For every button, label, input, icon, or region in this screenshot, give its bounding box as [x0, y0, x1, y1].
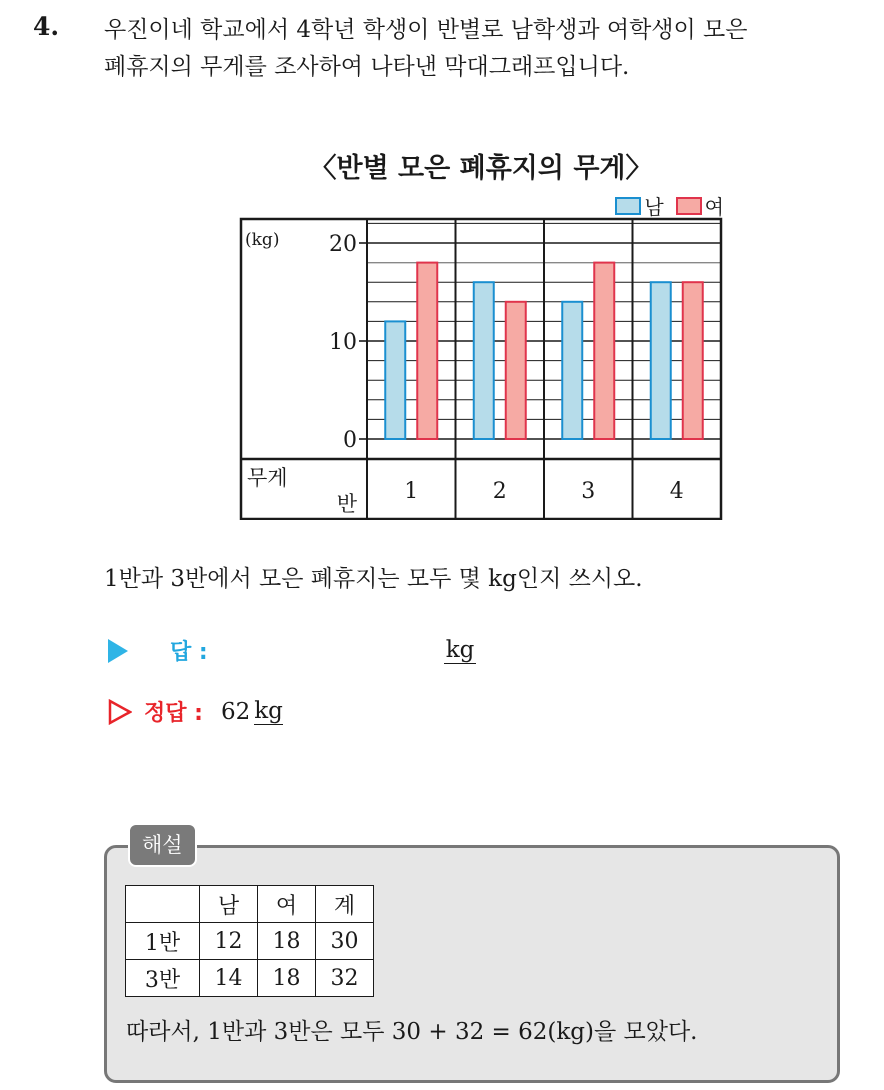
answer-label: 답 : — [170, 640, 208, 665]
chart-title: 〈반별 모은 폐휴지의 무게〉 — [309, 153, 653, 184]
table-row — [126, 923, 374, 960]
answer-row — [108, 635, 476, 666]
question-line-2: 폐휴지의 무게를 조사하여 나타낸 막대그래프입니다. — [104, 54, 630, 80]
chart-labels — [245, 230, 684, 516]
question-line-1: 우진이네 학교에서 4학년 학생이 반별로 남학생과 여학생이 모은 — [104, 17, 748, 43]
explanation-table — [125, 885, 374, 997]
correct-label: 정답 : — [144, 701, 203, 726]
triangle-filled-icon — [108, 639, 128, 663]
bar-female-class-1 — [417, 263, 437, 439]
correct-value: 62 — [220, 698, 251, 725]
table-cell: 여 — [258, 886, 316, 923]
table-cell: 12 — [200, 923, 258, 960]
explanation-tab: 해설 — [128, 823, 197, 867]
bar-male-class-3 — [562, 302, 582, 439]
y-tick-label: 10 — [329, 330, 357, 355]
bar-female-class-3 — [594, 263, 614, 439]
bar-female-class-2 — [506, 302, 526, 439]
bar-chart — [238, 216, 724, 520]
table-cell: 32 — [316, 960, 374, 997]
explanation-conclusion: 따라서, 1반과 3반은 모두 30 + 32 = 62(kg)을 모았다. — [126, 1019, 698, 1045]
legend-swatch-female — [676, 197, 702, 215]
y-axis-label: 무게 — [247, 466, 288, 490]
category-label: 4 — [669, 479, 684, 504]
table-cell: 18 — [258, 960, 316, 997]
bar-male-class-4 — [651, 282, 671, 439]
question-number: 4. — [33, 12, 60, 41]
table-cell: 18 — [258, 923, 316, 960]
y-tick-label: 0 — [343, 428, 357, 453]
bar-female-class-4 — [683, 282, 703, 439]
correct-unit: kg — [254, 698, 283, 724]
table-cell: 1반 — [126, 923, 200, 960]
table-cell: 3반 — [126, 960, 200, 997]
answer-unit: kg — [445, 637, 475, 663]
table-row — [126, 960, 374, 997]
x-axis-label: 반 — [336, 492, 357, 516]
bar-male-class-2 — [474, 282, 494, 439]
bar-male-class-1 — [385, 321, 405, 439]
legend-label-female: 여 — [704, 195, 724, 219]
unit-label: (kg) — [245, 230, 280, 250]
legend-label-male: 남 — [644, 195, 664, 219]
legend-swatch-male — [615, 197, 641, 215]
table-cell — [126, 886, 200, 923]
table-cell: 30 — [316, 923, 374, 960]
table-cell: 남 — [200, 886, 258, 923]
question-text — [104, 12, 874, 86]
table-cell: 계 — [316, 886, 374, 923]
category-label: 1 — [404, 479, 419, 504]
sub-question: 1반과 3반에서 모은 폐휴지는 모두 몇 kg인지 쓰시오. — [104, 566, 643, 592]
table-cell: 14 — [200, 960, 258, 997]
correct-row — [108, 696, 283, 727]
category-label: 3 — [581, 479, 596, 504]
table-header-row — [126, 886, 374, 923]
y-tick-label: 20 — [329, 232, 357, 257]
triangle-outline-icon — [108, 699, 132, 725]
category-label: 2 — [492, 479, 507, 504]
